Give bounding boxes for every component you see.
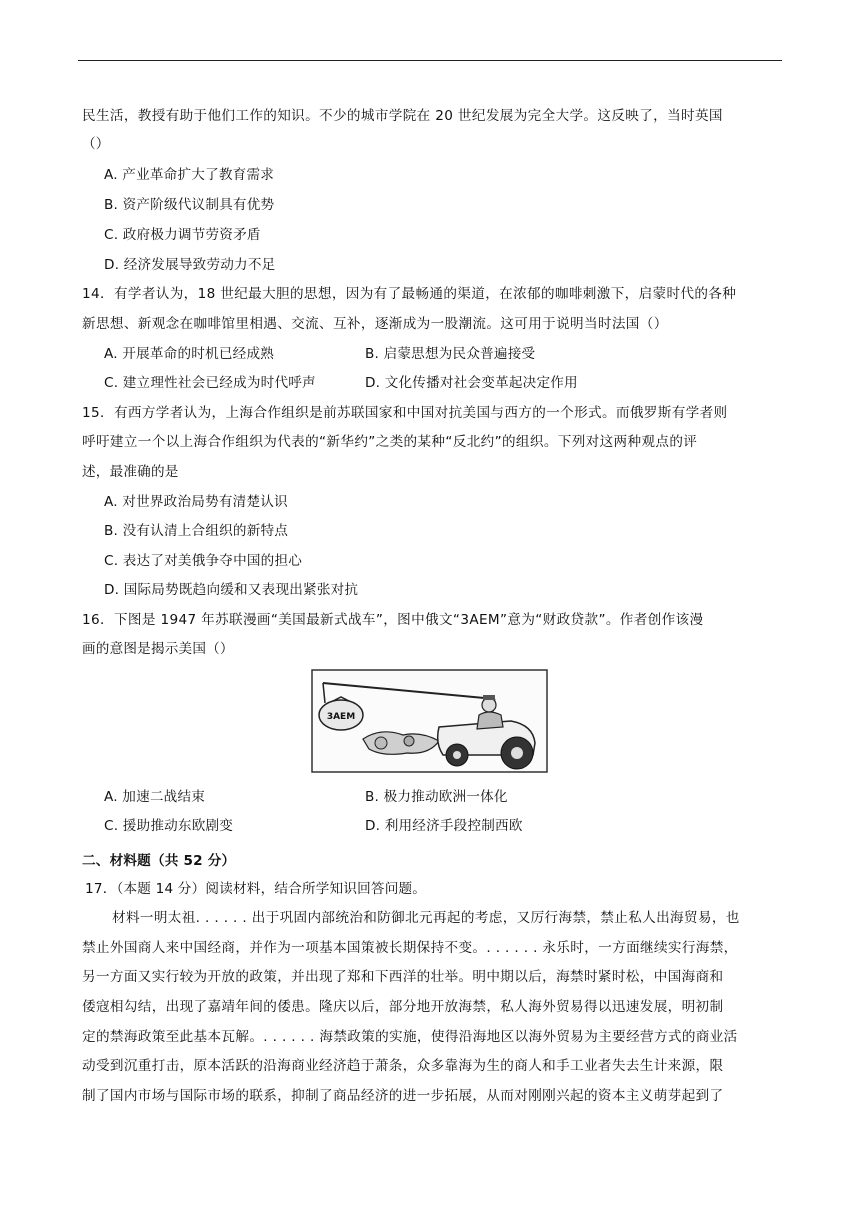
- q15-text-line-2: 呼吁建立一个以上海合作组织为代表的“新华约”之类的某种“反北约”的组织。下列对这两种观点的评: [82, 434, 698, 450]
- q17-material-line-3: 另一方面又实行较为开放的政策，并出现了郑和下西洋的壮举。明中期以后，海禁时紧时松，中国海商和: [82, 969, 724, 985]
- q13-option-a: A. 产业革命扩大了教育需求: [104, 167, 275, 183]
- q16-option-b: B. 极力推动欧洲一体化: [365, 789, 508, 805]
- q14-option-c: C. 建立理性社会已经成为时代呼声: [104, 375, 316, 391]
- q17-material-line-6: 动受到沉重打击，原本活跃的沿海商业经济趋于萧条，众多靠海为生的商人和手工业者失去生计来源，限: [82, 1058, 724, 1074]
- q15-option-c: C. 表达了对美俄争夺中国的担心: [104, 553, 303, 569]
- q16-option-c: C. 援助推动东欧剧变: [104, 818, 234, 834]
- q16-option-d: D. 利用经济手段控制西欧: [365, 818, 523, 834]
- q15-option-b: B. 没有认清上合组织的新特点: [104, 523, 289, 539]
- q15-text-line-3: 述，最准确的是: [82, 464, 179, 480]
- section-heading: 二、材料题（共 52 分）: [82, 853, 236, 869]
- q17-intro: 17．（本题 14 分）阅读材料，结合所学知识回答问题。: [85, 881, 427, 897]
- q17-material-line-7: 制了国内市场与国际市场的联系，抑制了商品经济的进一步拓展，从而对刚刚兴起的资本主义萌芽起到了: [82, 1088, 724, 1104]
- q14-option-a: A. 开展革命的时机已经成熟: [104, 346, 275, 362]
- q17-material-line-2: 禁止外国商人来中国经商，并作为一项基本国策被长期保持不变。. . . . . . 永乐时，一方面继续实行海禁，: [82, 940, 738, 956]
- q17-material-line-5: 定的禁海政策至此基本瓦解。. . . . . . 海禁政策的实施，使得沿海地区以海外贸易为主要经营方式的商业活: [82, 1029, 738, 1045]
- q15-option-d: D. 国际局势既趋向缓和又表现出紧张对抗: [104, 582, 359, 598]
- q14-option-b: B. 启蒙思想为民众普遍接受: [365, 346, 536, 362]
- q13-answer-blank: （）: [82, 136, 110, 152]
- q17-material-line-1: 材料一明太祖. . . . . . 出于巩固内部统治和防御北元再起的考虑，又厉行海禁，禁止私人出海贸易，也: [112, 910, 740, 926]
- q14-option-d: D. 文化传播对社会变革起决定作用: [365, 375, 578, 391]
- q16-text-line-1: 16．下图是 1947 年苏联漫画“美国最新式战车”，图中俄文“3AEM”意为“财政贷款”。作者创作该漫: [82, 612, 704, 628]
- q15-text-line-1: 15．有西方学者认为，上海合作组织是前苏联国家和中国对抗美国与西方的一个形式。而俄罗斯有学者则: [82, 405, 728, 421]
- q13-option-c: C. 政府极力调节劳资矛盾: [104, 227, 261, 243]
- q16-option-a: A. 加速二战结束: [104, 789, 206, 805]
- q17-material-line-4: 倭寇相勾结，出现了嘉靖年间的倭患。隆庆以后，部分地开放海禁，私人海外贸易得以迅速发展，明初制: [82, 999, 724, 1015]
- q13-option-b: B. 资产阶级代议制具有优势: [104, 197, 275, 213]
- q16-text-line-2: 画的意图是揭示美国（）: [82, 641, 234, 657]
- q13-option-d: D. 经济发展导致劳动力不足: [104, 257, 276, 273]
- q13-text-line-1: 民生活，教授有助于他们工作的知识。不少的城市学院在 20 世纪发展为完全大学。这反映了，当时英国: [82, 108, 723, 124]
- cartoon-bag-label: 3AEM: [326, 712, 356, 722]
- soviet-cartoon-image: [311, 669, 548, 773]
- q14-text-line-2: 新思想、新观念在咖啡馆里相遇、交流、互补，逐渐成为一股潮流。这可用于说明当时法国（）: [82, 316, 668, 332]
- header-rule: [78, 60, 782, 61]
- q15-option-a: A. 对世界政治局势有清楚认识: [104, 494, 288, 510]
- q14-text-line-1: 14．有学者认为，18 世纪最大胆的思想，因为有了最畅通的渠道，在浓郁的咖啡刺激下，启蒙时代的各种: [82, 286, 737, 302]
